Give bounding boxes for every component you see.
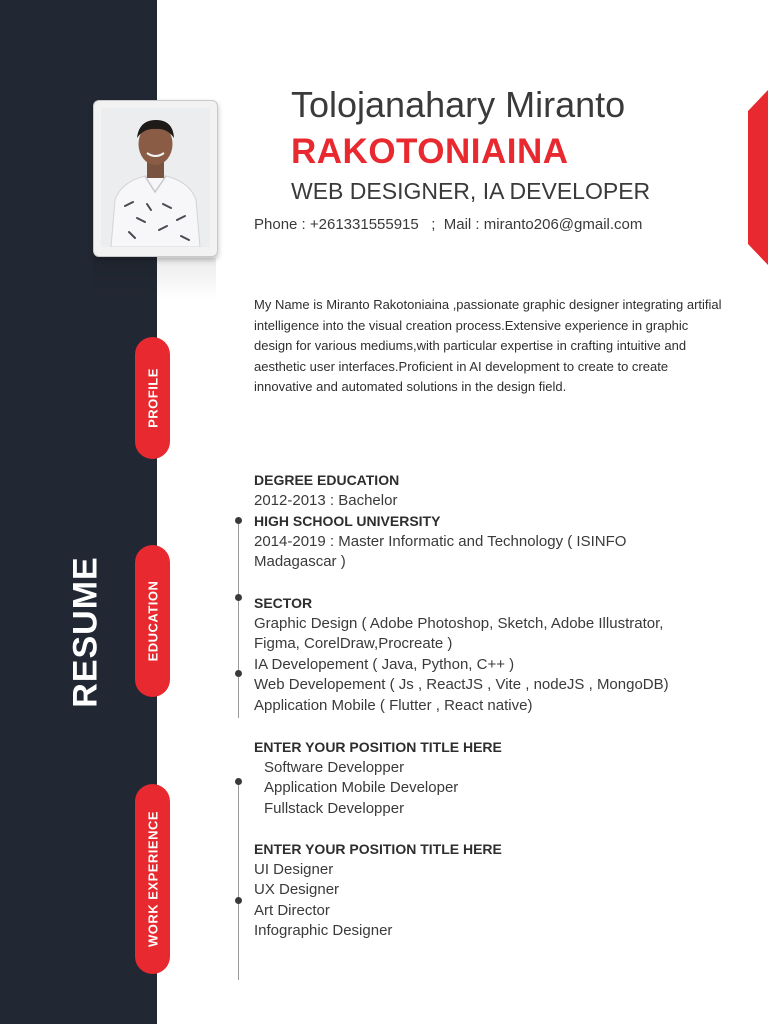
sector-line: Application Mobile ( Flutter , React native) [254,696,533,714]
school-line: 2014-2019 : Master Informatic and Technology ( ISINFO [254,532,627,550]
photo-reflection [93,258,216,300]
sector-line: Web Developement ( Js , ReactJS , Vite , nodeJS , MongoDB) [254,676,669,693]
contact-info: Phone : +261331555915 ; Mail : miranto206@gmail.com [254,216,643,233]
position-item: Art Director [254,901,330,919]
timeline-dot [235,594,242,601]
position-item: Application Mobile Developer [264,779,459,796]
section-tab-profile [135,337,170,459]
sector-line: Graphic Design ( Adobe Photoshop, Sketch, Adobe Illustrator, [254,614,664,632]
section-tab-work-experience [135,784,170,974]
timeline-dot [235,517,242,524]
profile-photo-frame [93,100,218,257]
position-item: Fullstack Developper [264,799,405,817]
school-line: Madagascar ) [254,553,346,570]
person-portrait-icon [101,108,210,247]
position-2-section [254,839,502,942]
timeline-dot [235,670,242,677]
job-title: WEB DESIGNER, IA DEVELOPER [291,178,651,204]
degree-line: 2012-2013 : Bachelor [254,491,398,509]
timeline-dot [235,897,242,904]
sector-line: Figma, CorelDraw,Procreate ) [254,635,453,652]
position-item: UI Designer [254,860,334,878]
decorative-accent-shape [748,90,768,265]
section-tab-work-experience-label: WORK EXPERIENCE [145,810,160,948]
timeline-line-work [238,780,239,980]
position-heading: ENTER YOUR POSITION TITLE HERE [254,841,502,857]
section-tab-education-label: EDUCATION [145,580,160,662]
resume-label: RESUME [66,556,105,708]
degree-heading: DEGREE EDUCATION [254,472,400,488]
position-heading: ENTER YOUR POSITION TITLE HERE [254,739,502,755]
section-tab-education [135,545,170,697]
last-name: RAKOTONIAINA [291,132,569,171]
position-item: Software Developper [264,758,405,776]
position-item: UX Designer [254,881,340,898]
profile-summary: My Name is Miranto Rakotoniaina ,passionate graphic designer integrating artifial intelligence into the visual creation process.Extensive experience in graphic design for various mediums,with particular expertise in crafting intuitive and aesthetic user interfaces.Proficient in AI development to create to create innovative and automated solutions in the design field. [254,297,722,394]
school-heading: HIGH SCHOOL UNIVERSITY [254,513,441,529]
timeline-line-education [238,520,239,718]
position-item: Infographic Designer [254,922,393,939]
section-tab-profile-label: PROFILE [145,368,160,428]
timeline-dot [235,778,242,785]
sector-section [254,593,669,716]
sector-heading: SECTOR [254,595,313,611]
first-name: Tolojanahary Miranto [291,84,626,125]
education-section [254,470,626,573]
position-1-section [254,737,502,819]
sector-line: IA Developement ( Java, Python, C++ ) [254,655,515,673]
profile-photo [101,108,210,247]
